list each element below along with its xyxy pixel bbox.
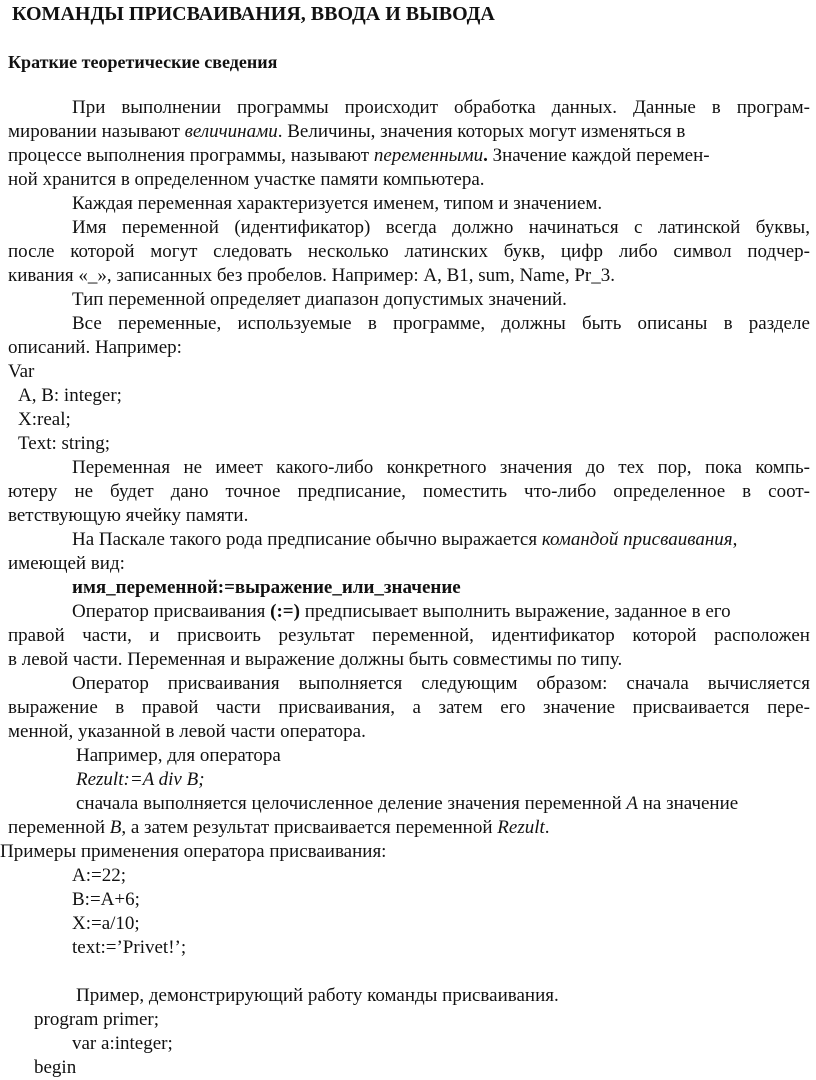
paragraph-line: ветствующую ячейку памяти.: [8, 505, 249, 526]
word: и: [149, 625, 160, 646]
word: будет: [110, 481, 154, 502]
paragraph-line: [72, 528, 737, 552]
word: Переменная: [72, 457, 171, 478]
term-emphasis: командой присваивания: [541, 529, 733, 550]
word: части,: [82, 625, 132, 646]
word: латинской: [657, 217, 741, 238]
word: что-либо: [524, 481, 597, 502]
word: разделе: [748, 313, 810, 334]
word: програм-: [736, 97, 810, 118]
word: дано: [170, 481, 209, 502]
code-line: A, B: integer;: [18, 385, 122, 406]
word: При: [72, 97, 106, 118]
word: символ: [673, 241, 732, 262]
word: определенное: [613, 481, 726, 502]
word: используемые: [237, 313, 352, 334]
code-line: begin: [34, 1057, 77, 1078]
paragraph-line: [72, 96, 810, 120]
variable-name: B: [109, 817, 122, 838]
paragraph-line: [72, 312, 810, 336]
word: в: [723, 313, 733, 334]
word: результат: [278, 625, 355, 646]
text-run: На Паскале такого рода предписание обычно выражается: [72, 529, 542, 550]
code-line: program primer;: [34, 1009, 160, 1030]
paragraph-line: имеющей вид:: [8, 553, 125, 574]
paragraph-line: [8, 816, 550, 840]
word: с: [634, 217, 643, 238]
word: должно: [452, 217, 514, 238]
word: присваивается: [632, 697, 750, 718]
text-run: .: [483, 145, 488, 166]
variable-name: Rezult: [497, 817, 545, 838]
text-run: Оператор присваивания: [72, 601, 271, 622]
word: Имя: [72, 217, 107, 238]
code-line: Text: string;: [18, 433, 111, 454]
examples-heading: Примеры применения оператора присваивания:: [0, 841, 387, 862]
word: несколько: [307, 241, 389, 262]
word: пере-: [767, 697, 810, 718]
code-example: Rezult:=A div B;: [76, 769, 205, 790]
paragraph-line: [72, 672, 810, 696]
word: Оператор: [72, 673, 149, 694]
word: соот-: [768, 481, 810, 502]
code-line: A:=22;: [72, 865, 126, 886]
word: следующим: [421, 673, 518, 694]
word: предписание,: [297, 481, 406, 502]
text-run: переменной: [8, 817, 110, 838]
word: программе,: [392, 313, 486, 334]
paragraph-line: кивания «_», записанных без пробелов. Например: A, B1, sum, Name, Pr_3.: [8, 265, 615, 286]
word: правой: [141, 697, 199, 718]
word: происходит: [344, 97, 439, 118]
paragraph-line: [76, 792, 738, 816]
word: части: [215, 697, 261, 718]
text-run: сначала выполняется целочисленное деление значения переменной: [76, 793, 627, 814]
code-line: B:=A+6;: [72, 889, 140, 910]
paragraph-line: Каждая переменная характеризуется именем, типом и значением.: [72, 193, 603, 214]
word: расположен: [714, 625, 810, 646]
text-run: мировании называют: [8, 121, 185, 142]
word: не: [74, 481, 94, 502]
word: буквы,: [755, 217, 810, 238]
word: подчер-: [747, 241, 810, 262]
word: обработка: [453, 97, 536, 118]
code-line: X:real;: [18, 409, 71, 430]
code-line: var a:integer;: [72, 1033, 173, 1054]
word: которой: [632, 625, 697, 646]
paragraph-line: Тип переменной определяет диапазон допустимых значений.: [72, 289, 567, 310]
word: в: [711, 97, 721, 118]
word: должны: [501, 313, 566, 334]
word: быть: [581, 313, 622, 334]
word: идентификатор: [491, 625, 615, 646]
word: выражение: [8, 697, 98, 718]
term-emphasis: переменными: [373, 145, 484, 166]
word: имеет: [215, 457, 263, 478]
syntax-definition: имя_переменной:=выражение_или_значение: [72, 577, 461, 598]
text-run: Значение каждой перемен-: [487, 145, 710, 166]
word: не: [183, 457, 203, 478]
word: которой: [70, 241, 135, 262]
word: переменные,: [117, 313, 222, 334]
word: ютеру: [8, 481, 58, 502]
text-run: предписывает выполнить выражение, заданное в его: [299, 601, 731, 622]
word: компь-: [755, 457, 810, 478]
word: цифр: [560, 241, 604, 262]
paragraph-line: [72, 456, 810, 480]
word: данных.: [551, 97, 618, 118]
word: Данные: [632, 97, 696, 118]
code-line: text:=’Privet!’;: [72, 937, 187, 958]
word: после: [8, 241, 55, 262]
word: сначала: [626, 673, 689, 694]
word: пор,: [657, 457, 692, 478]
word: в: [742, 481, 752, 502]
word: выполнении: [121, 97, 222, 118]
paragraph-line: [72, 216, 810, 240]
text-run: на значение: [638, 793, 739, 814]
word: присваивания,: [278, 697, 395, 718]
word: латинских: [404, 241, 488, 262]
paragraph-line: [72, 600, 731, 624]
paragraph-line: [8, 624, 810, 648]
word: начинаться: [528, 217, 619, 238]
word: пока: [704, 457, 742, 478]
paragraph-line: [8, 480, 810, 504]
text-run: ,: [732, 529, 738, 550]
word: переменной: [121, 217, 219, 238]
word: в: [115, 697, 125, 718]
word: в: [367, 313, 377, 334]
word: правой: [8, 625, 65, 646]
word: точное: [225, 481, 281, 502]
word: Все: [72, 313, 102, 334]
word: вычисляется: [707, 673, 810, 694]
operator-symbol: (:=): [270, 601, 300, 622]
word: букв,: [503, 241, 546, 262]
word: до: [585, 457, 605, 478]
word: поместить: [422, 481, 508, 502]
paragraph-line: [8, 120, 685, 144]
paragraph-line: Например, для оператора: [76, 745, 281, 766]
word: какого-либо: [276, 457, 374, 478]
code-line: X:=a/10;: [72, 913, 140, 934]
word: тех: [618, 457, 645, 478]
word: следовать: [213, 241, 293, 262]
text-run: . Величины, значения которых могут изменяться в: [277, 121, 686, 142]
text-run: , а затем результат присваивается переменной: [121, 817, 498, 838]
variable-name: A: [626, 793, 638, 814]
word: переменной,: [372, 625, 474, 646]
word: всегда: [385, 217, 437, 238]
code-line: Var: [8, 361, 35, 382]
paragraph-line: в левой части. Переменная и выражение должны быть совместимы по типу.: [8, 649, 623, 670]
word: присваивания: [167, 673, 280, 694]
word: конкретного: [386, 457, 487, 478]
word: значение: [543, 697, 616, 718]
paragraph-line: менной, указанной в левой части оператора.: [8, 721, 366, 742]
word: значения: [499, 457, 573, 478]
word: либо: [618, 241, 658, 262]
word: программы: [236, 97, 329, 118]
term-emphasis: величинами: [184, 121, 278, 142]
paragraph-line: ной хранится в определенном участке памяти компьютера.: [8, 169, 485, 190]
paragraph-line: [8, 696, 810, 720]
word: могут: [150, 241, 198, 262]
word: выполняется: [298, 673, 403, 694]
paragraph-line: [8, 144, 710, 168]
word: (идентификатор): [234, 217, 371, 238]
page-title: КОМАНДЫ ПРИСВАИВАНИЯ, ВВОДА И ВЫВОДА: [12, 3, 495, 25]
demo-heading: Пример, демонстрирующий работу команды присваивания.: [76, 985, 559, 1006]
word: образом:: [536, 673, 608, 694]
text-run: процессе выполнения программы, называют: [8, 145, 374, 166]
word: а: [412, 697, 421, 718]
word: затем: [438, 697, 483, 718]
text-run: .: [544, 817, 550, 838]
paragraph-line: [8, 240, 810, 264]
word: его: [500, 697, 526, 718]
section-heading: Краткие теоретические сведения: [8, 52, 278, 72]
word: описаны: [637, 313, 708, 334]
paragraph-line: описаний. Например:: [8, 337, 182, 358]
word: присвоить: [177, 625, 261, 646]
